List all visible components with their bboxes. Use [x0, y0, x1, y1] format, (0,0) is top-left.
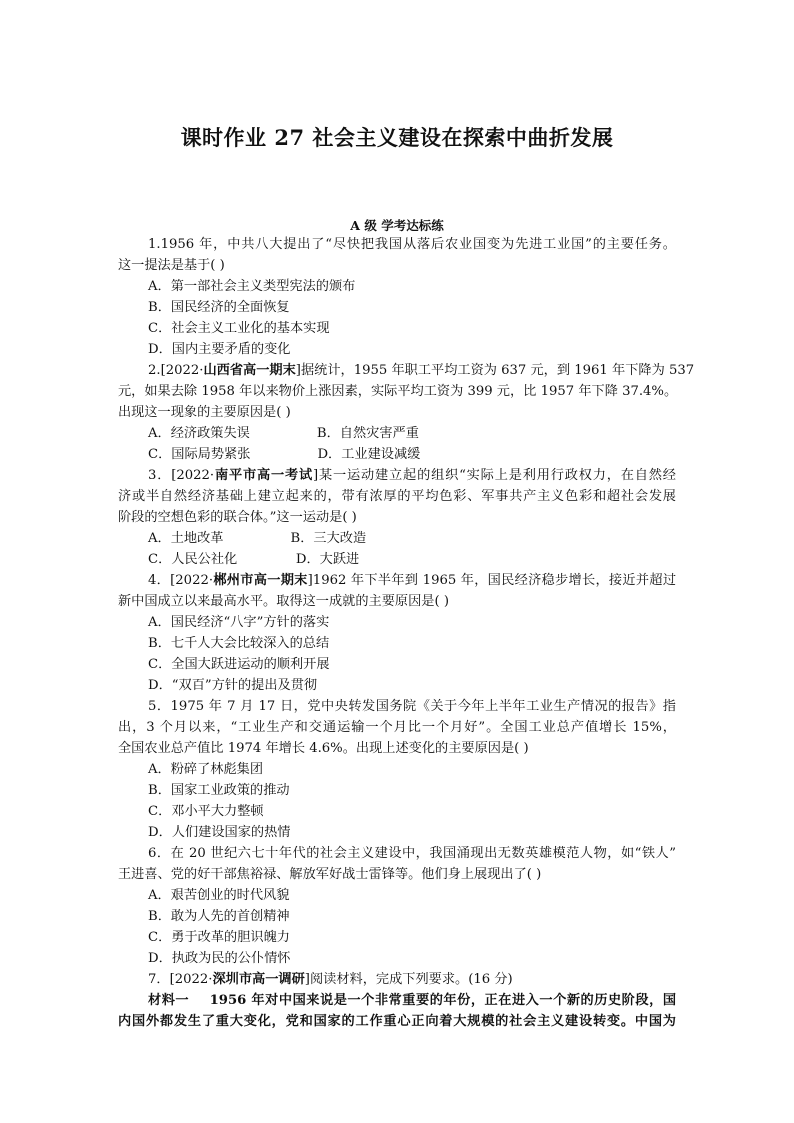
q3-source: 南平市高一考试 — [214, 468, 314, 483]
section-heading: A 级 学考达标练 — [350, 218, 444, 233]
q6-stem-line-2: 王进喜、党的好干部焦裕禄、解放军好战士雷锋等。他们身上展现出了( ) — [118, 867, 542, 882]
q3-stem-line-1 — [118, 467, 676, 485]
q2-stem-line-1 — [118, 362, 695, 380]
q4-option-c: C．全国大跃进运动的顺利开展 — [148, 657, 330, 672]
q3-stem-rest: ]某一运动建立起的组织“实际上是利用行政权力，在自然经 — [313, 468, 676, 483]
q7-source: 深圳市高一调研 — [212, 972, 305, 987]
q5-option-c: C．邓小平大力整顿 — [148, 804, 264, 819]
q2-stem-line-3: 出现这一现象的主要原因是( ) — [118, 405, 291, 420]
q4-stem-line-1 — [118, 572, 676, 590]
q5-option-b: B．国家工业政策的推动 — [148, 783, 290, 798]
q5-stem-line-3: 全国农业总产值比 1974 年增长 4.6%。出现上述变化的主要原因是( ) — [118, 741, 529, 756]
q3-options-cd: C．人民公社化 D．大跃进 — [148, 552, 360, 567]
q5-option-d: D．人们建设国家的热情 — [148, 825, 291, 840]
q4-stem-rest: ]1962 年下半年到 1965 年，国民经济稳步增长，接近并超过 — [307, 573, 677, 588]
q4-source: 郴州市高一期末 — [213, 573, 308, 588]
q6-option-b: B．敢为人先的首创精神 — [148, 909, 290, 924]
q6-stem-line-1: 6．在 20 世纪六七十年代的社会主义建设中，我国涌现出无数英雄模范人物，如“铁人” — [148, 846, 676, 861]
q3-options-ab: A．土地改革 B．三大改造 — [148, 531, 367, 546]
q1-option-d: D．国内主要矛盾的变化 — [148, 342, 291, 357]
q1-stem-line-1: 1.1956 年，中共八大提出了“尽快把我国从落后农业国变为先进工业国”的主要任务。 — [148, 237, 676, 252]
q7-stem-rest: ]阅读材料，完成下列要求。(16 分) — [304, 972, 513, 987]
q5-stem-line-2: 出，3 个月以来，“工业生产和交通运输一个月比一个月好”。全国工业总产值增长 15%， — [118, 720, 676, 735]
q2-options-cd: C．国际局势紧张 D．工业建设减缓 — [148, 447, 421, 462]
q6-option-d: D．执政为民的公仆情怀 — [148, 951, 291, 966]
q7-material-1-line-1: 材料一 1956 年对中国来说是一个非常重要的年份，正在进入一个新的历史阶段，国 — [148, 993, 676, 1008]
page-title: 课时作业 27 社会主义建设在探索中曲折发展 — [180, 125, 614, 150]
q1-option-a: A．第一部社会主义类型宪法的颁布 — [148, 279, 356, 294]
q5-option-a: A．粉碎了林彪集团 — [148, 762, 264, 777]
q7-number: 7．[2022· — [148, 972, 213, 987]
q4-option-d: D．“双百”方针的提出及贯彻 — [148, 678, 318, 693]
q3-stem-line-2: 济或半自然经济基础上建立起来的，带有浓厚的平均色彩、军事共产主义色彩和超社会发展 — [118, 489, 676, 504]
q3-stem-line-3: 阶段的空想色彩的联合体。”这一运动是( ) — [118, 510, 357, 525]
q6-option-a: A．艰苦创业的时代风貌 — [148, 888, 290, 903]
q4-stem-line-2: 新中国成立以来最高水平。取得这一成就的主要原因是( ) — [118, 594, 449, 609]
q7-material-1-line-2: 内国外都发生了重大变化，党和国家的工作重心正向着大规模的社会主义建设转变。中国为 — [118, 1014, 676, 1029]
q2-source: 山西省高一期末 — [203, 363, 296, 378]
q1-option-c: C．社会主义工业化的基本实现 — [148, 321, 330, 336]
q1-option-b: B．国民经济的全面恢复 — [148, 300, 290, 315]
q2-number: 2.[2022· — [148, 363, 204, 378]
q5-stem-line-1: 5．1975 年 7 月 17 日，党中央转发国务院《关于今年上半年工业生产情况的报告》指 — [148, 699, 676, 714]
q2-options-ab: A．经济政策失误 B．自然灾害严重 — [148, 426, 419, 441]
q2-stem-line-2: 元，如果去除 1958 年以来物价上涨因素，实际平均工资为 399 元，比 1957 年下降 37.4%。 — [118, 384, 678, 399]
q4-option-a: A．国民经济“八字”方针的落实 — [148, 615, 330, 630]
q6-option-c: C．勇于改革的胆识魄力 — [148, 930, 290, 945]
q4-number: 4．[2022· — [148, 573, 214, 588]
q7-stem-line-1 — [148, 971, 513, 989]
q1-stem-line-2: 这一提法是基于( ) — [118, 258, 225, 273]
q3-number: 3．[2022· — [148, 468, 215, 483]
q4-option-b: B．七千人大会比较深入的总结 — [148, 636, 330, 651]
q2-stem-rest: ]据统计，1955 年职工平均工资为 637 元，到 1961 年下降为 537 — [295, 363, 695, 378]
